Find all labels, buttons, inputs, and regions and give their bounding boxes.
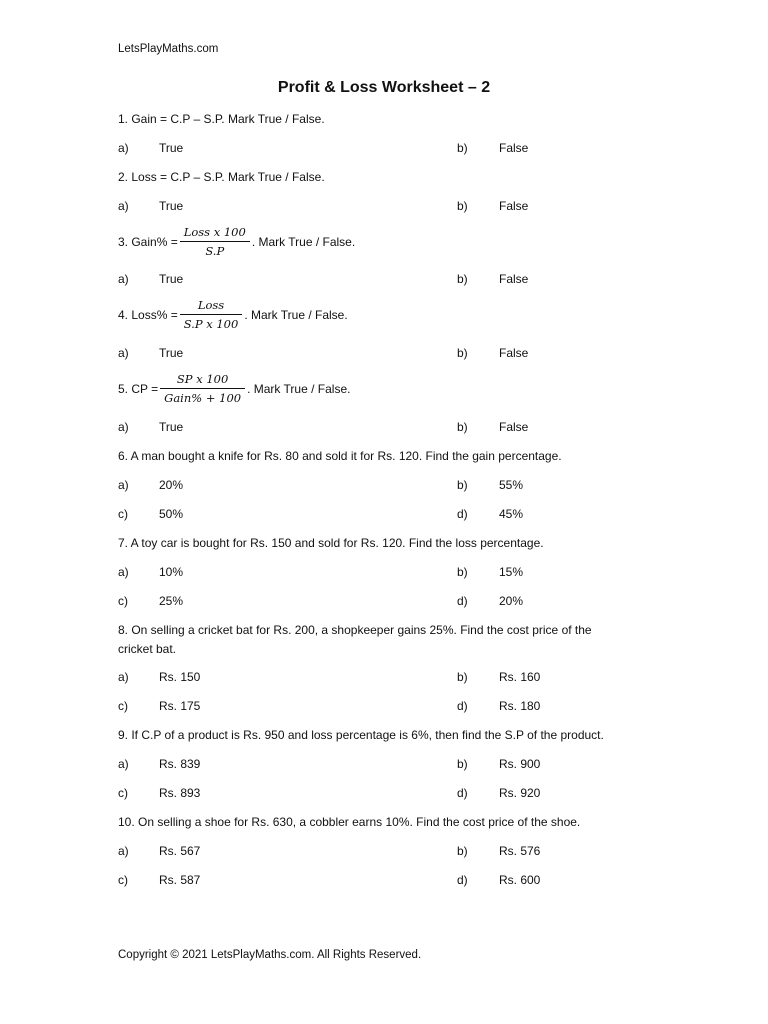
option-text: 45%	[499, 507, 524, 521]
question-4	[118, 298, 348, 331]
question-prefix: 4. Loss% =	[118, 307, 178, 322]
question-7: 7. A toy car is bought for Rs. 150 and sold for Rs. 120. Find the loss percentage.	[118, 536, 544, 550]
option-letter: a)	[118, 670, 129, 684]
option-text: True	[159, 199, 184, 213]
option-text: Rs. 839	[159, 757, 201, 771]
option-text: Rs. 567	[159, 844, 201, 858]
option-letter: c)	[118, 699, 128, 713]
formula-fraction	[160, 372, 245, 405]
option-letter: b)	[457, 346, 468, 360]
formula-fraction	[180, 298, 243, 331]
copyright-footer: Copyright © 2021 LetsPlayMaths.com. All Rights Reserved.	[118, 949, 422, 961]
question-9: 9. If C.P of a product is Rs. 950 and loss percentage is 6%, then find the S.P of the product.	[118, 728, 604, 742]
option-letter: a)	[118, 199, 129, 213]
fraction-numerator: SP x 100	[160, 372, 245, 389]
option-text: Rs. 180	[499, 699, 541, 713]
option-text: Rs. 160	[499, 670, 541, 684]
option-letter: c)	[118, 786, 128, 800]
option-text: Rs. 587	[159, 873, 201, 887]
question-suffix: . Mark True / False.	[251, 234, 356, 249]
option-letter: b)	[457, 272, 468, 286]
option-text: 20%	[159, 478, 184, 492]
option-text: Rs. 175	[159, 699, 201, 713]
option-letter: b)	[457, 199, 468, 213]
question-2: 2. Loss = C.P – S.P. Mark True / False.	[118, 170, 325, 184]
option-text: False	[499, 199, 529, 213]
option-letter: a)	[118, 757, 129, 771]
option-letter: b)	[457, 141, 468, 155]
question-8: 8. On selling a cricket bat for Rs. 200, a shopkeeper gains 25%. Find the cost price of the	[118, 623, 592, 637]
option-letter: a)	[118, 346, 129, 360]
option-text: Rs. 900	[499, 757, 541, 771]
option-letter: b)	[457, 670, 468, 684]
option-letter: b)	[457, 420, 468, 434]
fraction-denominator: S.P	[205, 244, 225, 258]
option-letter: d)	[457, 507, 468, 521]
fraction-numerator: Loss	[180, 298, 243, 315]
option-letter: c)	[118, 594, 128, 608]
site-name: LetsPlayMaths.com	[118, 43, 219, 55]
option-text: True	[159, 272, 184, 286]
option-letter: c)	[118, 507, 128, 521]
page-title: Profit & Loss Worksheet – 2	[277, 79, 491, 96]
option-text: False	[499, 346, 529, 360]
option-text: 10%	[159, 565, 184, 579]
option-text: True	[159, 420, 184, 434]
option-letter: b)	[457, 565, 468, 579]
option-letter: d)	[457, 786, 468, 800]
question-prefix: 3. Gain% =	[118, 234, 178, 249]
option-letter: d)	[457, 699, 468, 713]
fraction-denominator: Gain% + 100	[164, 391, 242, 405]
question-prefix: 5. CP =	[118, 381, 159, 396]
fraction-denominator: S.P x 100	[183, 317, 239, 331]
question-suffix: . Mark True / False.	[244, 307, 348, 322]
option-text: False	[499, 420, 529, 434]
option-text: 15%	[499, 565, 524, 579]
option-letter: b)	[457, 844, 468, 858]
option-text: Rs. 920	[499, 786, 541, 800]
question-5	[118, 372, 350, 405]
question-8-continued: cricket bat.	[118, 642, 177, 656]
option-letter: a)	[118, 141, 129, 155]
option-text: Rs. 893	[159, 786, 201, 800]
fraction-numerator: Loss x 100	[180, 225, 250, 242]
option-text: True	[159, 141, 184, 155]
formula-fraction	[180, 225, 250, 258]
option-text: False	[499, 141, 529, 155]
option-text: True	[159, 346, 184, 360]
option-text: 20%	[499, 594, 524, 608]
option-letter: a)	[118, 565, 129, 579]
question-6: 6. A man bought a knife for Rs. 80 and sold it for Rs. 120. Find the gain percentage.	[118, 449, 562, 463]
question-1: 1. Gain = C.P – S.P. Mark True / False.	[118, 112, 325, 126]
option-text: False	[499, 272, 529, 286]
option-letter: b)	[457, 478, 468, 492]
question-10: 10. On selling a shoe for Rs. 630, a cobbler earns 10%. Find the cost price of the shoe.	[118, 815, 581, 829]
option-letter: a)	[118, 272, 129, 286]
option-letter: d)	[457, 594, 468, 608]
option-text: Rs. 150	[159, 670, 201, 684]
option-text: Rs. 600	[499, 873, 541, 887]
option-text: 50%	[159, 507, 184, 521]
option-text: Rs. 576	[499, 844, 541, 858]
question-suffix: . Mark True / False.	[247, 381, 351, 396]
option-letter: d)	[457, 873, 468, 887]
question-3	[118, 225, 355, 258]
option-letter: a)	[118, 478, 129, 492]
option-text: 25%	[159, 594, 184, 608]
option-letter: a)	[118, 844, 129, 858]
option-letter: c)	[118, 873, 128, 887]
option-text: 55%	[499, 478, 524, 492]
option-letter: b)	[457, 757, 468, 771]
option-letter: a)	[118, 420, 129, 434]
